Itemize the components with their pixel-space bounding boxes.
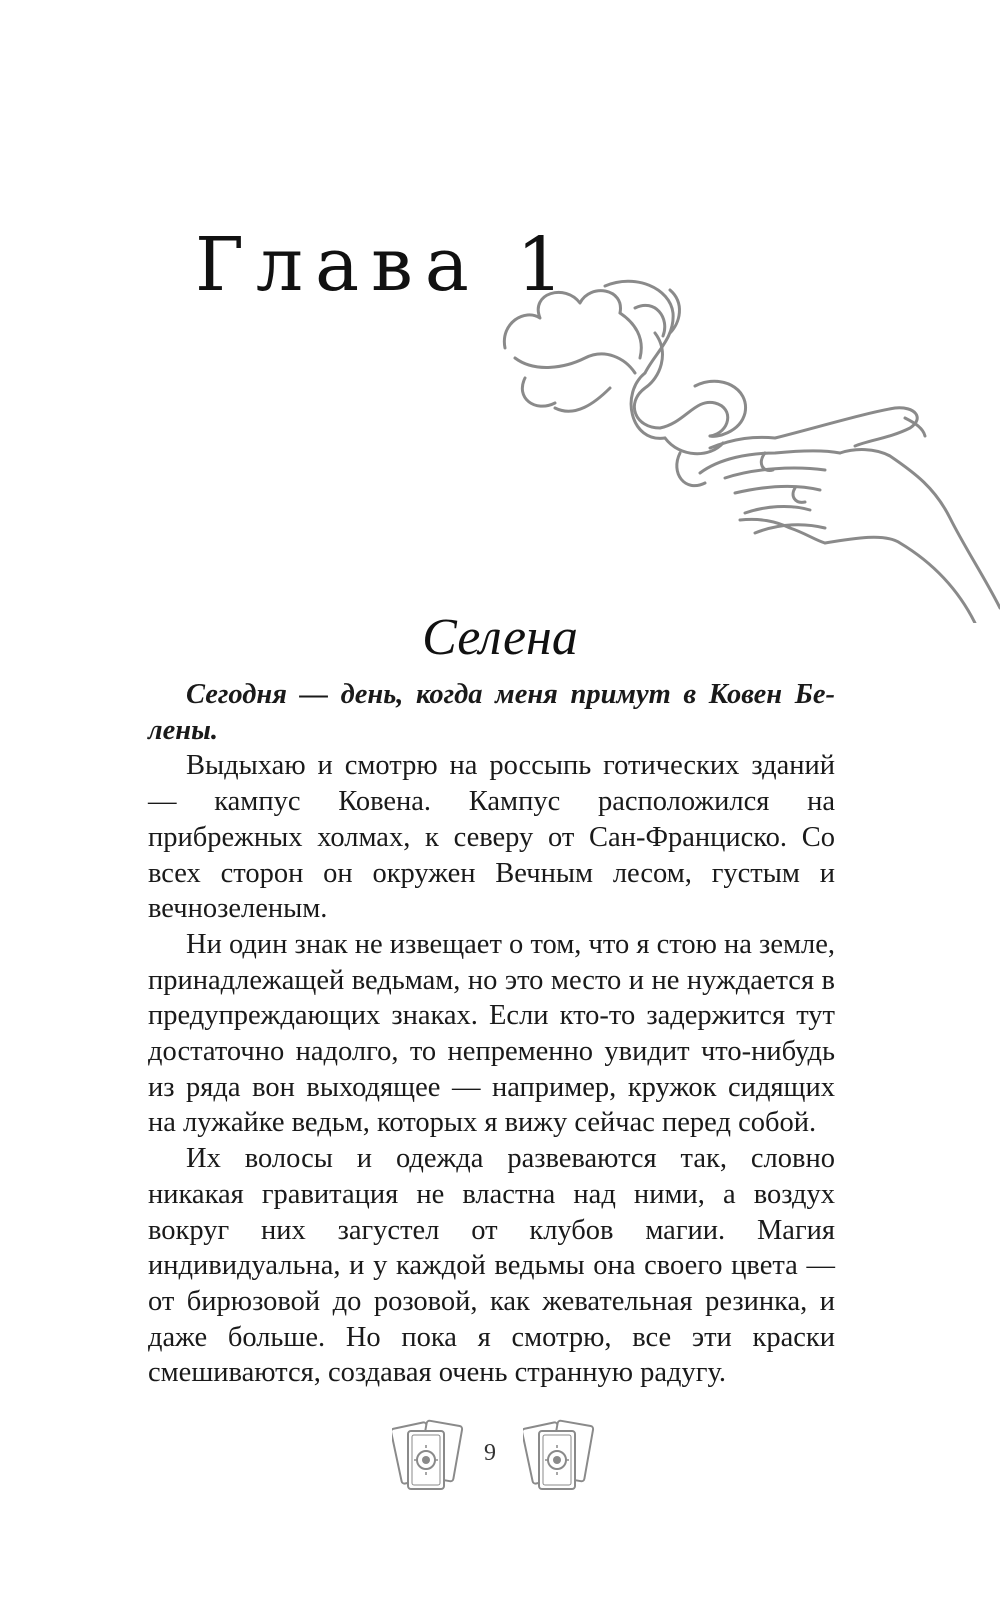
lead-paragraph: Сегодня — день, когда меня примут в Ковен Белены. [148, 679, 835, 746]
paragraph: Ни один знак не извещает о том, что я стою на земле, принадлежащей ведьмам, но это место и не нуждается в предупреждающих знаках. Если кто-то задержится тут достаточно надолго, то непременно увидит что-нибудь из ряда вон выходящее — например, кружок сидящих на лужайке ведьм, которых я вижу сейчас перед собой. [148, 928, 835, 1139]
body-text [148, 677, 835, 1391]
hand-smoke-illustration-icon [495, 278, 1000, 623]
character-name-heading: Селена [422, 609, 578, 666]
page-footer [0, 1415, 1000, 1495]
tarot-cards-icon [523, 1415, 595, 1495]
paragraph: Их волосы и одежда развеваются так, словно никакая гравитация не властна над ними, а воздух вокруг них загустел от клубов магии. Магия индивидуальна, и у каждой ведьмы она своего цвета — от бирюзовой до розовой, как жевательная резинка, и даже больше. Но пока я смотрю, все эти краски смешиваются, создавая очень странную радугу. [148, 1143, 835, 1389]
page-number: 9 [484, 1440, 496, 1466]
paragraph: Выдыхаю и смотрю на россыпь готических зданий — кампус Ковена. Кампус расположился на прибрежных холмах, к северу от Сан-Франциско. Со всех сторон он окружен Вечным лесом, густым и вечнозеленым. [148, 750, 835, 925]
tarot-cards-icon [392, 1415, 464, 1495]
chapter-title: Глава 1 [195, 222, 576, 308]
